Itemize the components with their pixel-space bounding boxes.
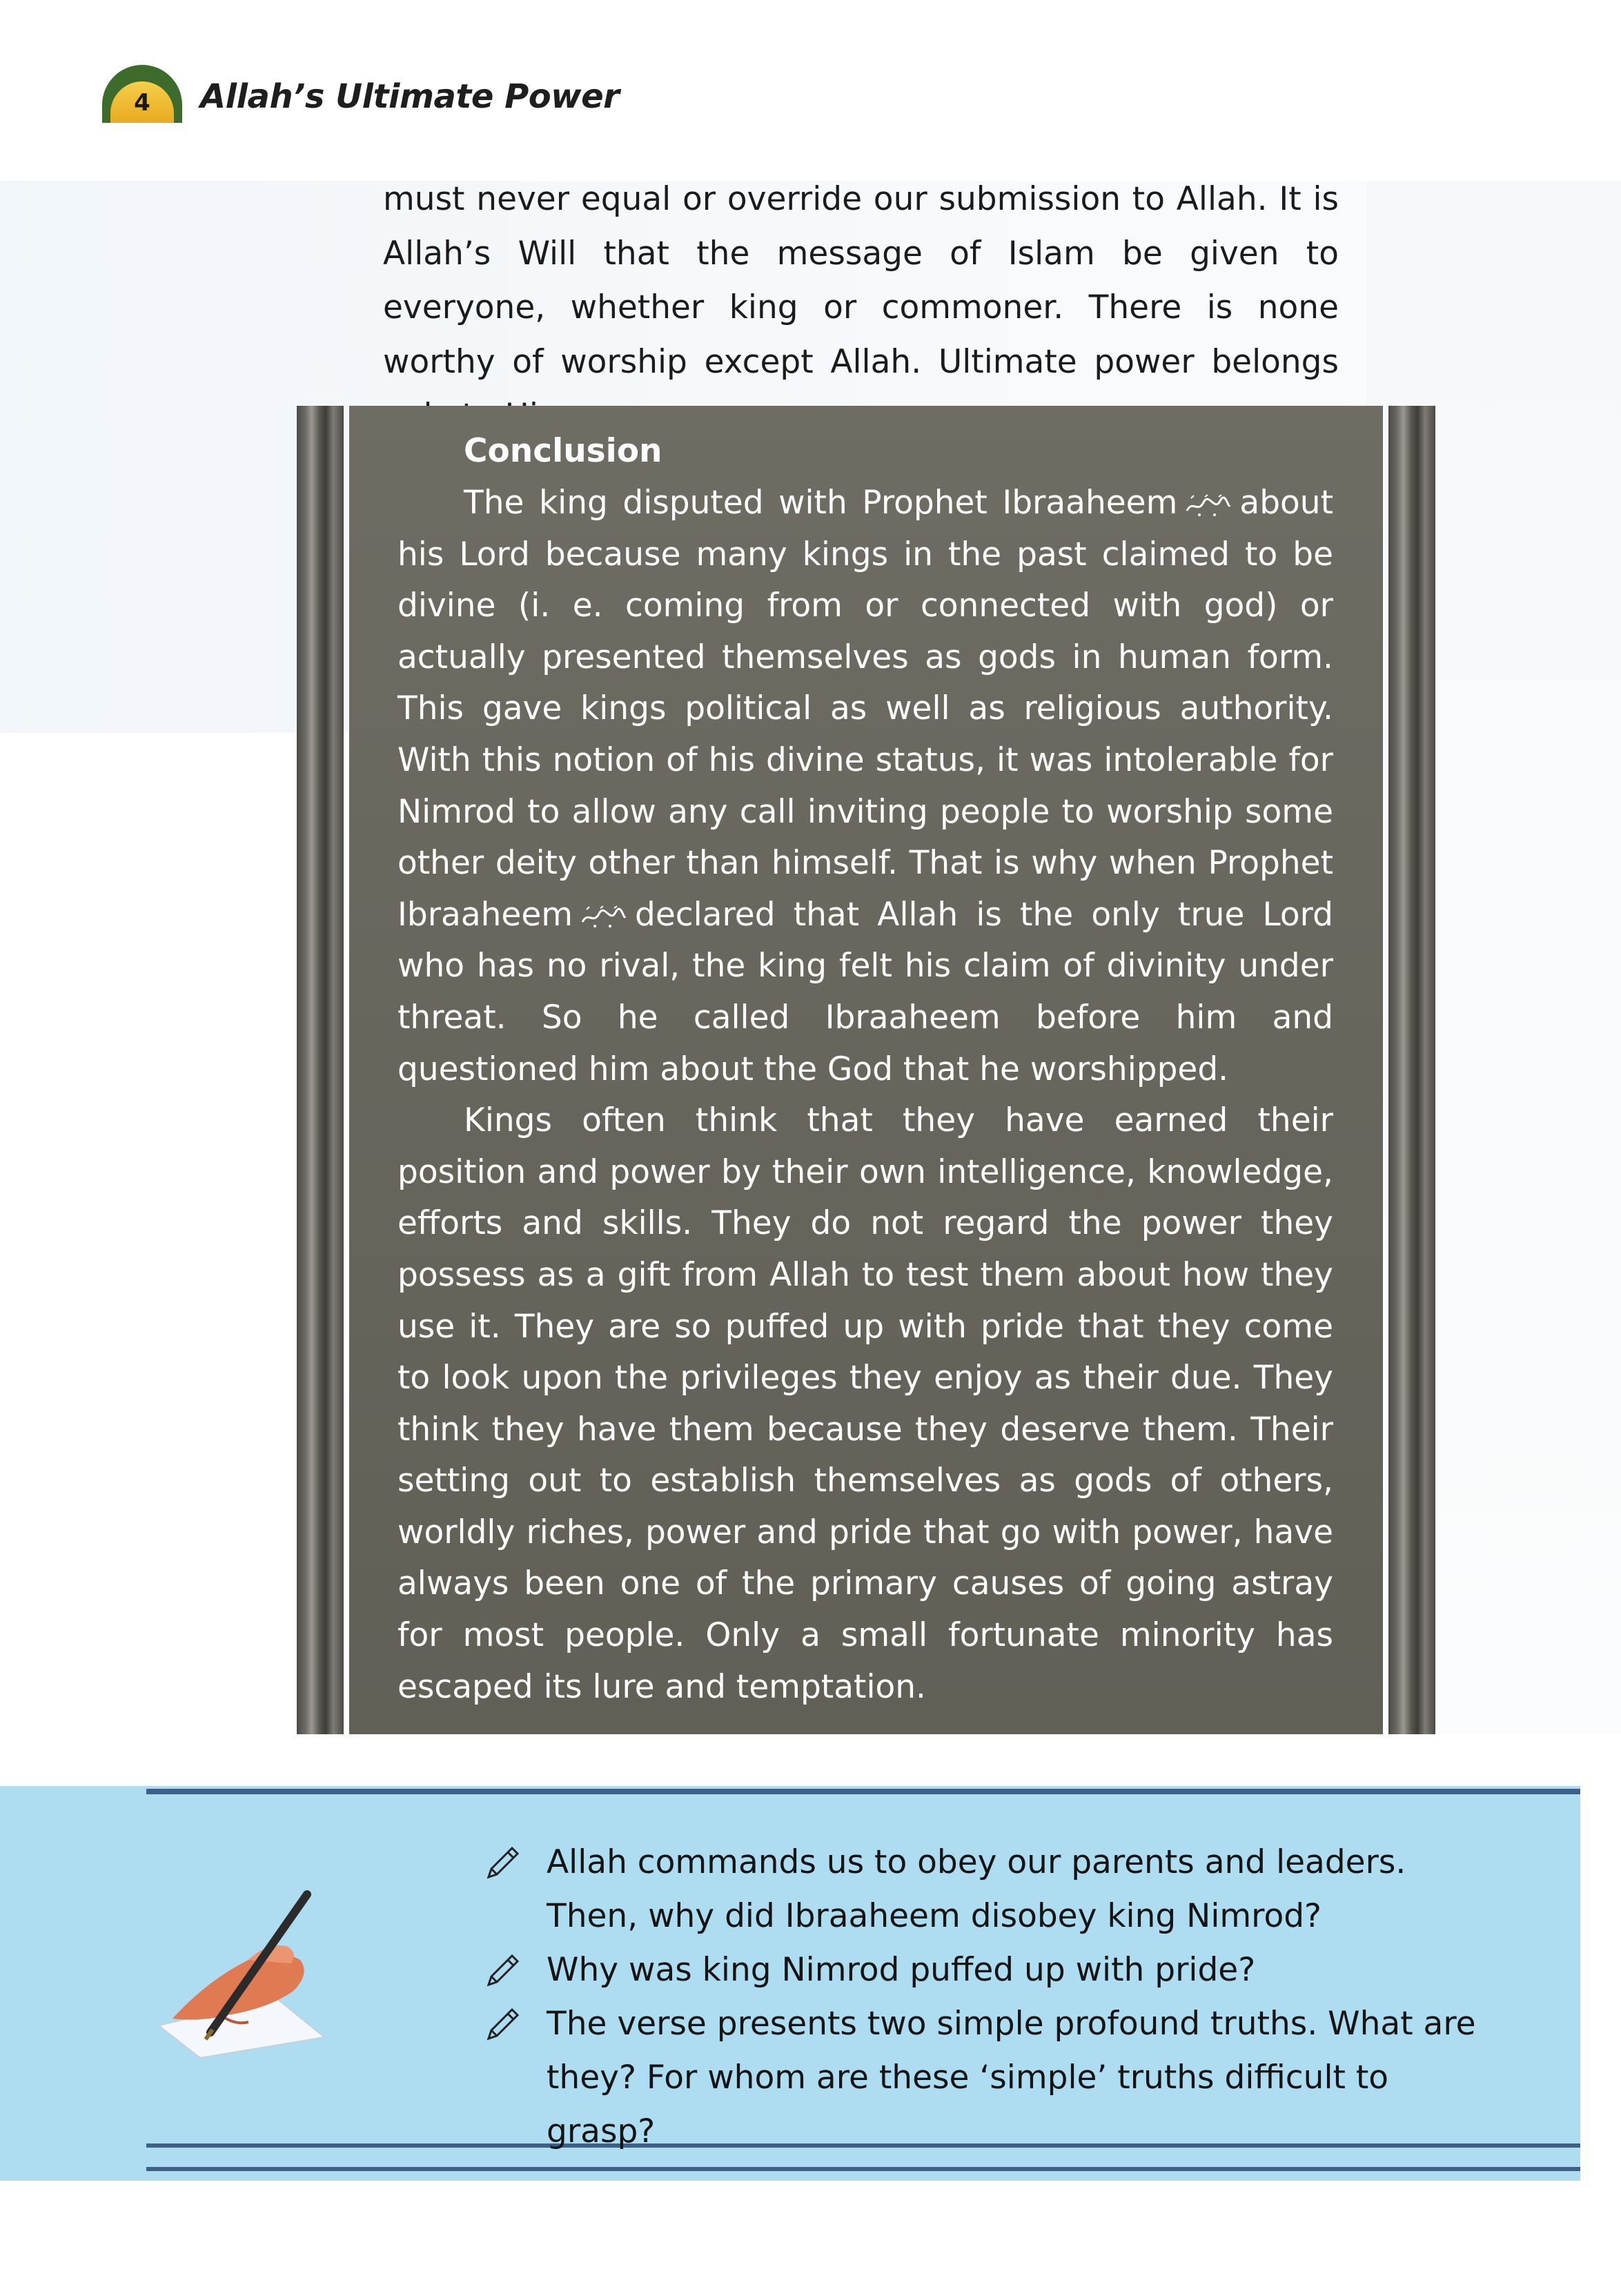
question-text: Why was king Nimrod puffed up with pride? [547,1951,1256,1989]
conclusion-p1-part1: The king disputed with Prophet Ibraaheem [464,484,1178,522]
question-item [483,1836,1504,1943]
pen-icon [483,1843,523,1883]
conclusion-p1-part3: declared that Allah is the only true Lord who has no rival, the king felt his claim of divinity under threat. So he called Ibraaheem before him and questioned him about the God that he worshipped. [397,895,1333,1088]
conclusion-heading: Conclusion [464,432,662,470]
question-text: The verse presents two simple profound truths. What are they? For whom are these ‘simple’ truths difficult to grasp? [547,2005,1476,2150]
hand-writing-illustration [145,1877,338,2063]
questions-top-rule [146,1789,1580,1794]
question-text: Allah commands us to obey our parents and leaders. Then, why did Ibraaheem disobey king Nimrod? [547,1843,1406,1935]
chapter-title: Allah’s Ultimate Power [200,77,620,116]
conclusion-text [397,478,1333,1713]
page-header [102,65,723,127]
question-item [483,1943,1504,1997]
questions-bottom-rule-2 [146,2167,1580,2171]
question-item [483,1997,1504,2159]
conclusion-box [297,406,1435,1734]
pen-icon [483,2004,523,2044]
peace-be-upon-him-icon [1184,493,1232,518]
right-pillar-decoration [1388,406,1435,1734]
page-number-badge [102,65,182,123]
conclusion-p1-part2: about his Lord because many kings in the past claimed to be divine (i. e. coming from or connected with god) or actually presented themselves as gods in human form. This gave kings political as well as religious authority. With this notion of his divine status, it was intolerable for Nimrod to allow any call inviting people to worship some other deity other than himself. That is why when Prophet Ibraaheem [397,484,1333,934]
question-list [483,1836,1504,2159]
pen-icon [483,1950,523,1990]
intro-paragraph: must never equal or override our submission to Allah. It is Allah’s Will that the message of Islam be given to everyone, whether king or commoner. There is none worthy of worship except Allah. Ultimate power belongs [383,180,1339,381]
conclusion-paragraph-1 [397,478,1333,1095]
conclusion-paragraph-2: Kings often think that they have earned their position and power by their own intelligence, knowledge, efforts and skills. They do not regard the power they possess as a gift from Allah to test them about how they use it. They are so puffed up with pride that they come to look upon the privileges they enjoy as their due. They think they have them because they deserve them. Their setting out to establish themselves as gods of others, worldly riches, power and pride that go with power, have always been one of the primary causes of going astray for most people. Only a small fortunate minority has escaped its lure and temptation. [397,1101,1333,1706]
page-number: 4 [110,81,174,123]
peace-be-upon-him-icon [580,904,628,929]
left-pillar-decoration [297,406,344,1734]
